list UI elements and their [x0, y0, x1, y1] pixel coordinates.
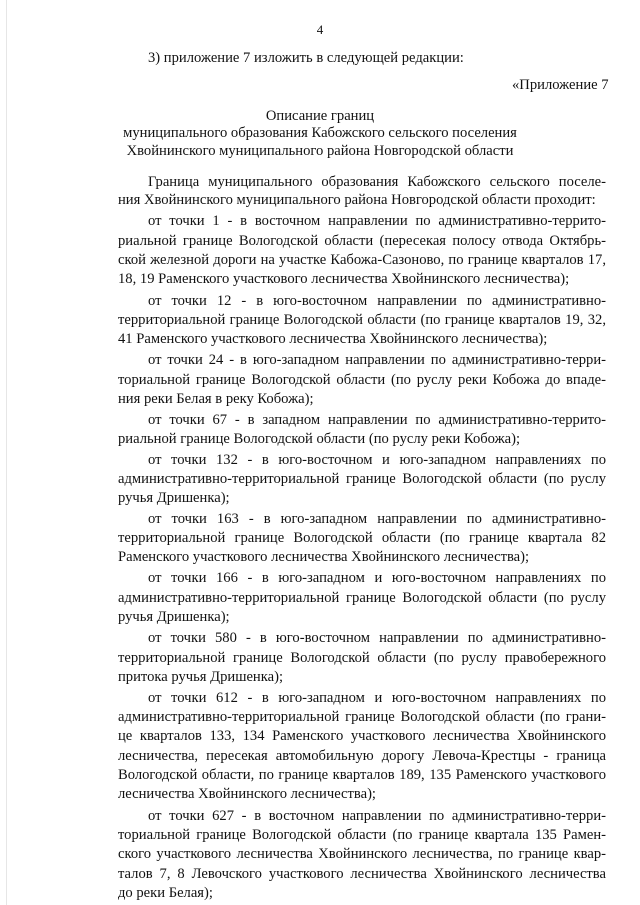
body-line: притока ручья Дришенка); — [118, 669, 283, 685]
body-line: ния Хвойнинского муниципального района Новгородской области проходит: — [118, 192, 596, 208]
body-line: ториальной границе Вологодской области (по границе квартала 135 Рамен- — [118, 827, 606, 843]
body-line: административно-территориальной границе Вологодской области (по руслу — [118, 471, 606, 487]
body-line: от точки 24 - в юго-западном направлении по административно-терри- — [148, 352, 606, 368]
body-line: от точки 67 - в западном направлении по административно-террито- — [148, 412, 606, 428]
body-line: лесничества, пересекая автомобильную дорогу Левоча-Крестцы - граница — [118, 748, 606, 764]
body-line: от точки 132 - в юго-восточном и юго-западном направлениях по — [148, 452, 606, 468]
body-line: от точки 163 - в юго-западном направлении по административно- — [148, 511, 606, 527]
body-line: территориальной границе Вологодской области (по руслу правобережного — [118, 650, 606, 666]
body-line: ской железной дороги на участке Кабожа-Сазоново, по границе кварталов 17, — [118, 252, 606, 268]
body-line: административно-территориальной границе Вологодской области (по руслу — [118, 590, 606, 606]
body-line: ния реки Белая в реку Кобожа); — [118, 391, 314, 407]
page-number: 4 — [316, 22, 324, 37]
body-line: риальной границе Вологодской области (пересекая полосу отвода Октябрь- — [118, 233, 606, 249]
title-line: муниципального образования Кабожского сельского поселения — [123, 125, 517, 141]
body-line: от точки 166 - в юго-западном и юго-восточном направлениях по — [148, 570, 606, 586]
body-line: 18, 19 Раменского участкового лесничества Хвойнинского лесничества); — [118, 271, 570, 287]
body-line: ручья Дришенка); — [118, 609, 230, 625]
body-line: административно-территориальной границе Вологодской области (по грани- — [118, 709, 606, 725]
title-line: Описание границ — [265, 108, 375, 124]
body-line: талов 7, 8 Левочского участкового лесничества Хвойнинского лесничества — [118, 866, 606, 882]
body-line: территориальной границе Вологодской области (по границе кварталов 19, 32, — [118, 312, 606, 328]
body-line: Вологодской области, по границе кварталов 189, 135 Раменского участкового — [118, 767, 606, 783]
body-line: риальной границе Вологодской области (по руслу реки Кобожа); — [118, 431, 521, 447]
appendix-label: «Приложение 7 — [512, 77, 609, 93]
body-line: ского участкового лесничества Хвойнинского лесничества, по границе квар- — [118, 846, 606, 862]
body-line: ториальной границе Вологодской области (по руслу реки Кобожа до впаде- — [118, 372, 606, 388]
body-line: Граница муниципального образования Кабожского сельского поселе- — [148, 174, 606, 190]
body-line: до реки Белая); — [118, 885, 213, 901]
body-line: 41 Раменского участкового лесничества Хвойнинского лесничества); — [118, 331, 548, 347]
body-line: от точки 12 - в юго-восточном направлении по административно- — [148, 293, 606, 309]
body-line: лесничества Хвойнинского лесничества); — [118, 786, 376, 802]
body-line: це кварталов 133, 134 Раменского участкового лесничества Хвойнинского — [118, 728, 606, 744]
intro-line: 3) приложение 7 изложить в следующей редакции: — [148, 50, 464, 66]
title-line: Хвойнинского муниципального района Новгородской области — [126, 143, 514, 159]
body-line: территориальной границе Вологодской области (по границе квартала 82 — [118, 530, 606, 546]
body-line: от точки 580 - в юго-восточном направлении по административно- — [148, 630, 606, 646]
body-line: от точки 612 - в юго-западном и юго-восточном направлениях по — [148, 690, 606, 706]
body-line: ручья Дришенка); — [118, 490, 230, 506]
body-line: от точки 1 - в восточном направлении по административно-террито- — [148, 213, 606, 229]
body-line: от точки 627 - в восточном направлении по административно-терри- — [148, 808, 606, 824]
body-line: Раменского участкового лесничества Хвойнинского лесничества); — [118, 549, 530, 565]
